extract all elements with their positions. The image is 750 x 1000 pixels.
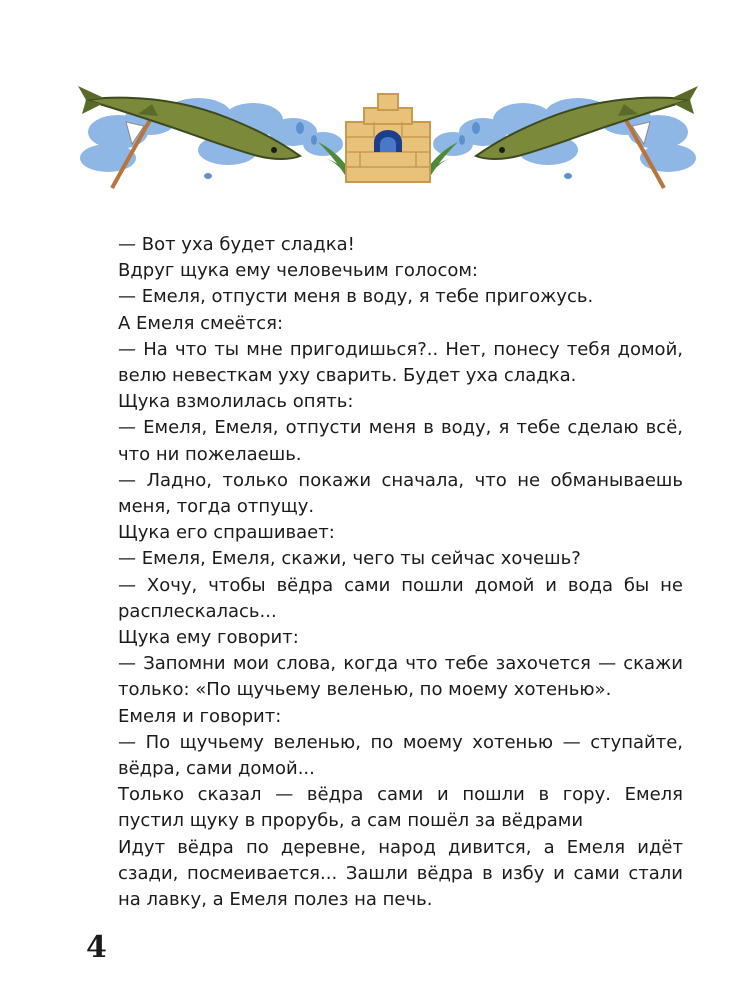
story-text: [118, 232, 683, 913]
story-paragraph: — По щучьему веленью, по моему хотенью — ступайте, вёдра, сами домой...: [118, 731, 683, 780]
page-number: 4: [86, 930, 107, 965]
story-paragraph: — Запомни мои слова, когда что тебе захочется — скажи только: «По щучьему веленью, по моему хотенью».: [118, 653, 683, 701]
story-paragraph: А Емеля смеётся:: [118, 312, 284, 334]
russian-oven-icon: [346, 94, 430, 182]
story-paragraph: Щука ему говорит:: [118, 627, 299, 649]
story-paragraph: — Вот уха будет сладка!: [118, 234, 355, 255]
story-paragraph: — Емеля, отпусти меня в воду, я тебе пригожусь.: [118, 286, 594, 308]
story-paragraph: Щука взмолилась опять:: [118, 391, 354, 413]
story-paragraph: — На что ты мне пригодишься?.. Нет, понесу тебя домой, велю невесткам уху сварить. Будет уха сладка.: [118, 338, 683, 387]
story-paragraph: Емеля и говорит:: [118, 705, 282, 727]
header-illustration: [78, 80, 698, 195]
story-paragraph: Щука его спрашивает:: [118, 522, 335, 544]
story-paragraph: Вдруг щука ему человечьим голосом:: [118, 260, 478, 282]
story-paragraph: — Емеля, Емеля, отпусти меня в воду, я тебе сделаю всё, что ни пожелаешь.: [118, 417, 683, 465]
story-paragraph: — Ладно, только покажи сначала, что не обманываешь меня, тогда отпущу.: [118, 469, 683, 518]
story-paragraph: — Емеля, Емеля, скажи, чего ты сейчас хочешь?: [118, 548, 581, 570]
story-paragraph: Идут вёдра по деревне, народ дивится, а Емеля идёт сзади, посмеивается... Зашли вёдра в избу и сами стали на лавку, а Емеля полез на печь.: [118, 836, 683, 911]
story-paragraph: — Хочу, чтобы вёдра сами пошли домой и вода бы не расплескалась...: [118, 574, 683, 622]
story-paragraph: Только сказал — вёдра сами и пошли в гору. Емеля пустил щуку в прорубь, а сам пошёл за вёдрами: [118, 784, 683, 832]
